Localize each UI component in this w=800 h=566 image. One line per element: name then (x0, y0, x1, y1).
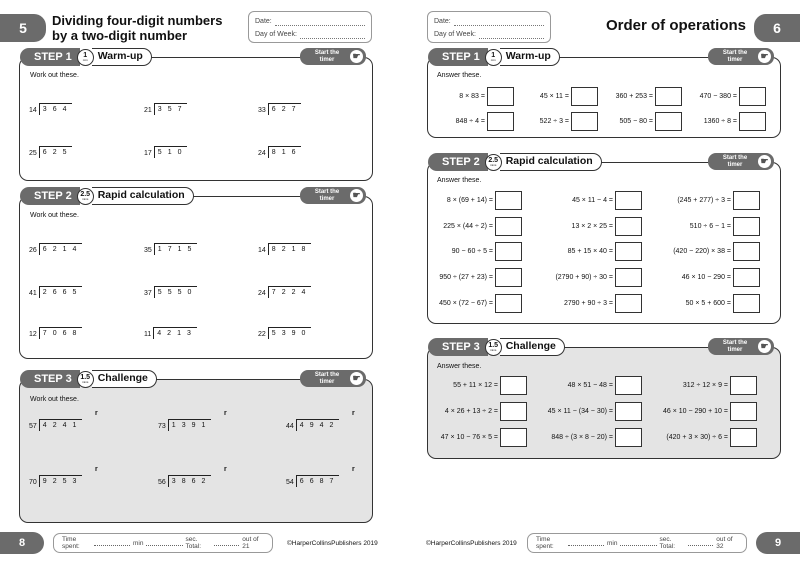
dividend: 7224 (268, 286, 312, 298)
equation-item (552, 267, 642, 287)
answer-box[interactable] (739, 112, 766, 131)
step-label: STEP 2 (428, 153, 488, 171)
date-box-left (248, 11, 372, 43)
equation-item (432, 267, 522, 287)
divisor: 70 (29, 479, 37, 486)
hand-pointer-icon: ☛ (758, 50, 771, 63)
day-label: Day of Week: (255, 31, 297, 38)
division-problem[interactable] (258, 284, 311, 298)
equation-text: 45 × 11 − (34 − 30) = (547, 407, 613, 415)
divisor: 22 (258, 331, 266, 338)
dividend: 816 (268, 146, 302, 158)
right-step2-header (428, 153, 602, 171)
time-spent-box-left (53, 533, 273, 553)
equation-text: 848 ÷ 4 = (455, 117, 485, 125)
left-step2-header (20, 187, 194, 205)
time-spent-label: Time spent: (536, 536, 554, 550)
title-line-1: Dividing four-digit numbers (52, 13, 223, 28)
divisor: 35 (144, 247, 152, 254)
day-field[interactable] (479, 31, 544, 39)
answer-box[interactable] (733, 242, 760, 261)
answer-box[interactable] (733, 294, 760, 313)
clock-icon: 2.5 mins (485, 154, 502, 171)
equation-item (547, 375, 642, 395)
equation-text: (245 + 277) ÷ 3 = (677, 196, 731, 204)
start-timer-button[interactable]: Start the timer ☛ (708, 48, 774, 65)
divisor: 14 (29, 107, 37, 114)
equation-item (432, 427, 527, 447)
answer-box[interactable] (615, 294, 642, 313)
clock-icon: 1.5 mins (77, 371, 94, 388)
hand-pointer-icon: ☛ (758, 340, 771, 353)
time-spent-label: Time spent: (62, 536, 80, 550)
divisor: 41 (29, 290, 37, 297)
equation-text: 4 × 26 + 13 ÷ 2 = (444, 407, 498, 415)
equation-text: 8 × (69 + 14) = (446, 196, 493, 204)
equation-text: 8 × 83 = (459, 92, 485, 100)
equation-item (684, 111, 766, 131)
hand-pointer-icon: ☛ (350, 50, 363, 63)
division-problem[interactable] (144, 241, 197, 255)
equation-text: 2790 + 90 ÷ 3 = (564, 299, 613, 307)
page-number-top-right: 6 (754, 14, 800, 42)
date-field[interactable] (275, 18, 365, 26)
right-step1-header (428, 48, 560, 66)
out-of-label: out of 21 (242, 536, 259, 550)
equation-item (670, 190, 760, 210)
step-label: STEP 1 (20, 48, 80, 66)
equation-item (552, 190, 642, 210)
equation-item (516, 86, 598, 106)
division-problem[interactable] (29, 284, 82, 298)
equation-text: 45 × 11 − 4 = (572, 196, 613, 204)
date-box-right (427, 11, 551, 43)
division-problem[interactable] (286, 466, 355, 487)
divisor: 26 (29, 247, 37, 254)
clock-icon: 1 min (485, 49, 502, 66)
dividend: 1391 (168, 419, 212, 431)
divisor: 73 (158, 423, 166, 430)
division-problem[interactable] (258, 241, 311, 255)
divisor: 44 (286, 423, 294, 430)
answer-box[interactable] (615, 191, 642, 210)
equation-text: 360 + 253 = (615, 92, 653, 100)
dividend: 627 (268, 103, 302, 115)
clock-icon: 1 min (77, 49, 94, 66)
title-line-2: by a two-digit number (52, 28, 188, 43)
equation-item (432, 190, 522, 210)
equation-text: 505 − 80 = (619, 117, 653, 125)
total-field[interactable] (688, 540, 714, 546)
answer-box[interactable] (615, 242, 642, 261)
dividend: 5550 (154, 286, 198, 298)
min-field[interactable] (568, 540, 604, 546)
equation-text: 510 ÷ 6 − 1 = (689, 222, 731, 230)
equation-text: 950 ÷ (27 + 23) = (439, 273, 493, 281)
equation-text: 85 + 15 × 40 = (567, 247, 613, 255)
answer-box[interactable] (487, 87, 514, 106)
answer-box[interactable] (615, 217, 642, 236)
equation-item (600, 111, 682, 131)
clock-icon: 2.5 mins (77, 188, 94, 205)
equation-item (662, 375, 757, 395)
equation-item (432, 216, 522, 236)
answer-box[interactable] (495, 294, 522, 313)
instruction: Answer these. (437, 72, 482, 79)
equation-item (432, 375, 527, 395)
answer-box[interactable] (495, 268, 522, 287)
division-problem[interactable] (286, 410, 355, 431)
dividend: 4942 (296, 419, 340, 431)
answer-box[interactable] (739, 87, 766, 106)
instruction: Answer these. (437, 177, 482, 184)
dividend: 9253 (39, 475, 83, 487)
equation-text: 46 × 10 − 290 = (681, 273, 731, 281)
remainder-label: r (224, 466, 227, 473)
division-problem[interactable] (144, 325, 197, 339)
equation-text: 45 × 11 = (539, 92, 569, 100)
step-label: STEP 2 (20, 187, 80, 205)
answer-box[interactable] (615, 402, 642, 421)
start-timer-button[interactable]: Start the timer ☛ (300, 48, 366, 65)
divisor: 37 (144, 290, 152, 297)
remainder-label: r (95, 410, 98, 417)
divisor: 57 (29, 423, 37, 430)
divisor: 11 (144, 331, 152, 338)
division-problem[interactable] (258, 144, 301, 158)
hand-pointer-icon: ☛ (350, 189, 363, 202)
dividend: 4241 (39, 419, 83, 431)
remainder-label: r (352, 410, 355, 417)
answer-box[interactable] (733, 268, 760, 287)
equation-item (552, 216, 642, 236)
equation-text: 46 × 10 − 290 + 10 = (662, 407, 728, 415)
divisor: 54 (286, 479, 294, 486)
divisor: 25 (29, 150, 37, 157)
answer-box[interactable] (571, 87, 598, 106)
divisor: 24 (258, 290, 266, 297)
right-step3-header (428, 338, 565, 356)
step-label: STEP 3 (20, 370, 80, 388)
equation-item (684, 86, 766, 106)
equation-text: (420 + 3 × 30) ÷ 6 = (666, 433, 728, 441)
answer-box[interactable] (615, 268, 642, 287)
division-problem[interactable] (29, 101, 72, 115)
equation-text: (420 − 220) × 38 = (673, 247, 731, 255)
clock-icon: 1.5 mins (485, 339, 502, 356)
day-label: Day of Week: (434, 31, 476, 38)
divisor: 12 (29, 331, 37, 338)
answer-box[interactable] (571, 112, 598, 131)
dividend: 625 (39, 146, 73, 158)
equation-item (662, 427, 757, 447)
division-problem[interactable] (258, 101, 301, 115)
equation-text: 225 × (44 ÷ 2) = (443, 222, 493, 230)
division-problem[interactable] (258, 325, 311, 339)
answer-box[interactable] (733, 191, 760, 210)
dividend: 7068 (39, 327, 83, 339)
division-problem[interactable] (158, 410, 227, 431)
sec-total-label: sec. Total: (659, 536, 676, 550)
equation-item (432, 293, 522, 313)
total-field[interactable] (214, 540, 240, 546)
equation-item (432, 241, 522, 261)
division-problem[interactable] (144, 101, 187, 115)
step-name: Warm-up (500, 48, 560, 66)
dividend: 6214 (39, 243, 83, 255)
date-field[interactable] (454, 18, 544, 26)
copyright: ©HarperCollinsPublishers 2019 (287, 540, 378, 547)
equation-text: 1360 ÷ 8 = (703, 117, 737, 125)
min-field[interactable] (94, 540, 130, 546)
answer-box[interactable] (730, 428, 757, 447)
divisor: 56 (158, 479, 166, 486)
step-label: STEP 1 (428, 48, 488, 66)
division-problem[interactable] (29, 325, 82, 339)
dividend: 364 (39, 103, 73, 115)
equation-item (516, 111, 598, 131)
equation-text: 90 − 60 ÷ 5 = (451, 247, 493, 255)
division-problem[interactable] (29, 410, 98, 431)
answer-box[interactable] (495, 191, 522, 210)
page-title-right: Order of operations (606, 17, 747, 34)
equation-text: 522 ÷ 3 = (539, 117, 569, 125)
start-timer-button[interactable]: Start the timer ☛ (300, 187, 366, 204)
answer-box[interactable] (500, 376, 527, 395)
answer-box[interactable] (655, 87, 682, 106)
answer-box[interactable] (615, 428, 642, 447)
start-timer-button[interactable]: Start the timer ☛ (708, 338, 774, 355)
date-label: Date: (255, 18, 272, 25)
step-name: Warm-up (92, 48, 152, 66)
page-number-bottom-left: 8 (0, 532, 44, 554)
dividend: 8218 (268, 243, 312, 255)
dividend: 510 (154, 146, 188, 158)
equation-text: 47 × 10 − 76 × 5 = (440, 433, 498, 441)
equation-item (547, 401, 642, 421)
equation-text: 470 − 380 = (699, 92, 737, 100)
division-problem[interactable] (29, 466, 98, 487)
answer-box[interactable] (733, 217, 760, 236)
remainder-label: r (224, 410, 227, 417)
answer-box[interactable] (730, 402, 757, 421)
instruction: Work out these. (30, 212, 79, 219)
divisor: 14 (258, 247, 266, 254)
divisor: 24 (258, 150, 266, 157)
answer-box[interactable] (500, 428, 527, 447)
division-problem[interactable] (158, 466, 227, 487)
division-problem[interactable] (144, 284, 197, 298)
equation-item (552, 293, 642, 313)
equation-text: 450 × (72 − 67) = (439, 299, 493, 307)
equation-item (600, 86, 682, 106)
left-step1-header (20, 48, 152, 66)
divisor: 21 (144, 107, 152, 114)
left-step3-header (20, 370, 157, 388)
time-spent-box-right (527, 533, 747, 553)
hand-pointer-icon: ☛ (350, 372, 363, 385)
out-of-label: out of 32 (716, 536, 733, 550)
equation-text: 848 ÷ (3 × 8 − 20) = (551, 433, 613, 441)
equation-item (552, 241, 642, 261)
division-problem[interactable] (29, 144, 72, 158)
sec-total-label: sec. Total: (185, 536, 202, 550)
dividend: 6687 (296, 475, 340, 487)
equation-text: 55 + 11 × 12 = (453, 381, 498, 389)
equation-item (432, 111, 514, 131)
start-timer-button[interactable]: Start the timer ☛ (708, 153, 774, 170)
equation-item (670, 216, 760, 236)
remainder-label: r (95, 466, 98, 473)
page-number-top-left: 5 (0, 14, 46, 42)
step-name: Rapid calculation (92, 187, 194, 205)
day-field[interactable] (300, 31, 365, 39)
answer-box[interactable] (655, 112, 682, 131)
dividend: 3862 (168, 475, 212, 487)
dividend: 357 (154, 103, 188, 115)
answer-box[interactable] (495, 242, 522, 261)
equation-text: 48 × 51 − 48 = (567, 381, 613, 389)
min-label: min (132, 539, 144, 547)
instruction: Work out these. (30, 396, 79, 403)
division-problem[interactable] (144, 144, 187, 158)
equation-text: 13 × 2 × 25 = (571, 222, 613, 230)
equation-item (670, 293, 760, 313)
instruction: Answer these. (437, 363, 482, 370)
hand-pointer-icon: ☛ (758, 155, 771, 168)
equation-item (670, 267, 760, 287)
dividend: 2665 (39, 286, 83, 298)
equation-item (670, 241, 760, 261)
instruction: Work out these. (30, 72, 79, 79)
answer-box[interactable] (487, 112, 514, 131)
dividend: 1715 (154, 243, 198, 255)
step-label: STEP 3 (428, 338, 488, 356)
page-title-left (52, 13, 222, 43)
equation-text: 50 × 5 + 600 = (685, 299, 731, 307)
equation-item (432, 401, 527, 421)
answer-box[interactable] (615, 376, 642, 395)
answer-box[interactable] (495, 217, 522, 236)
date-label: Date: (434, 18, 451, 25)
dividend: 5390 (268, 327, 312, 339)
sec-field[interactable] (146, 540, 182, 546)
sec-field[interactable] (620, 540, 656, 546)
equation-item (547, 427, 642, 447)
remainder-label: r (352, 466, 355, 473)
start-timer-button[interactable]: Start the timer ☛ (300, 370, 366, 387)
equation-text: (2790 + 90) ÷ 30 = (555, 273, 613, 281)
equation-item (432, 86, 514, 106)
dividend: 4213 (153, 327, 197, 339)
step-name: Rapid calculation (500, 153, 602, 171)
step-name: Challenge (500, 338, 565, 356)
copyright: ©HarperCollinsPublishers 2019 (426, 540, 517, 547)
equation-text: 312 ÷ 12 × 9 = (682, 381, 728, 389)
divisor: 33 (258, 107, 266, 114)
step-name: Challenge (92, 370, 157, 388)
equation-item (662, 401, 757, 421)
min-label: min (606, 539, 618, 547)
divisor: 17 (144, 150, 152, 157)
answer-box[interactable] (500, 402, 527, 421)
answer-box[interactable] (730, 376, 757, 395)
page-number-bottom-right: 9 (756, 532, 800, 554)
division-problem[interactable] (29, 241, 82, 255)
